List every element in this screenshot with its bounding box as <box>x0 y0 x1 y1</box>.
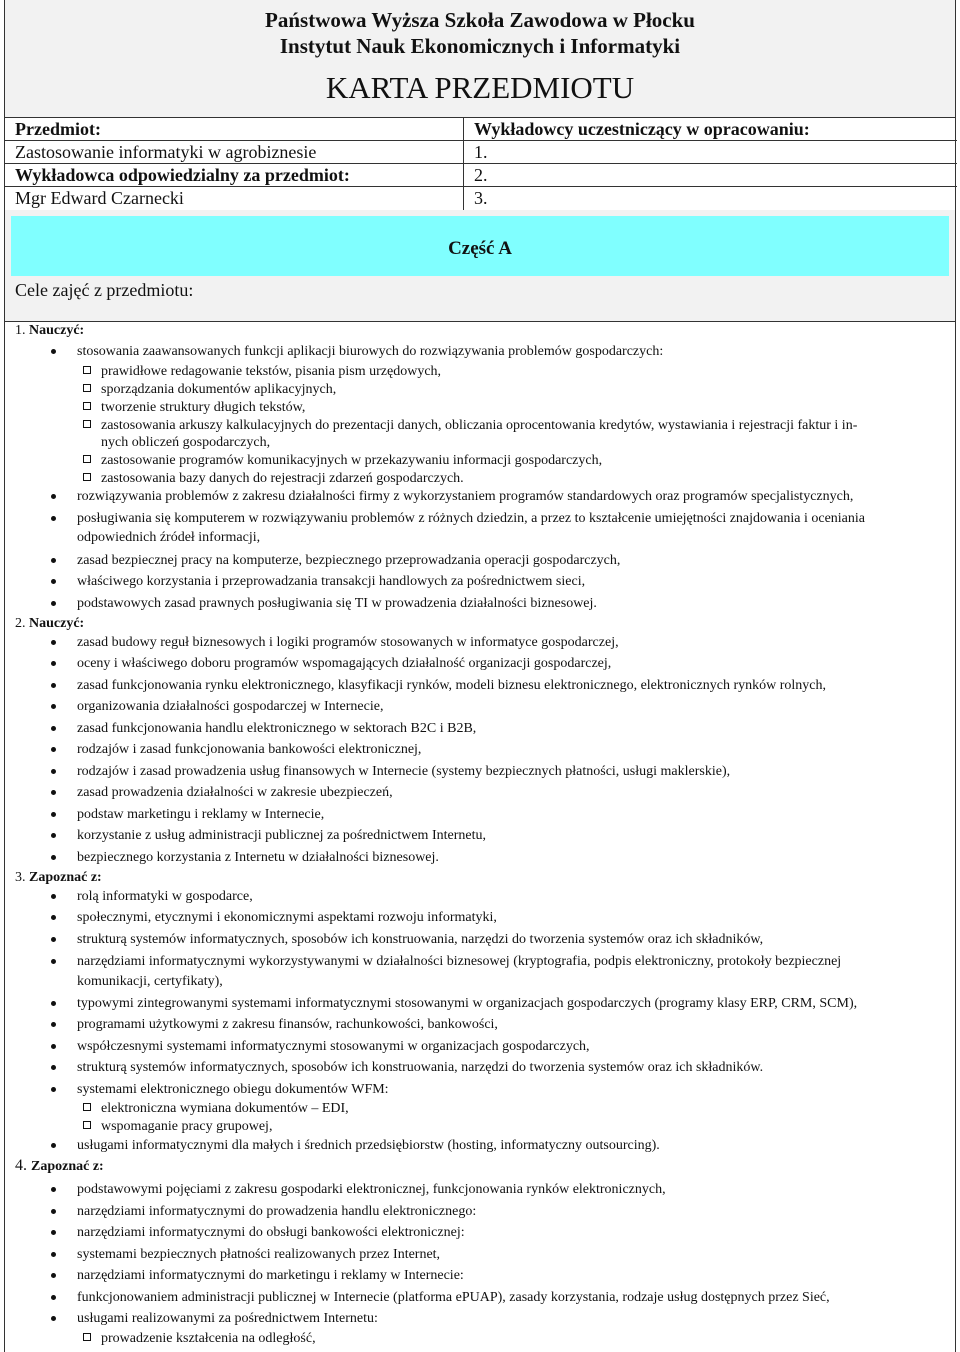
school-name: Państwowa Wyższa Szkoła Zawodowa w Płocku <box>265 8 695 32</box>
list-item: funkcjonowaniem administracji publicznej w Internecie (platforma ePUAP), zasady korzystania, rodzaje usług dostępnych przez Sieć, <box>77 1289 945 1306</box>
sub-list-item: sporządzania dokumentów aplikacyjnych, <box>101 381 945 398</box>
section-1-heading: 1. Nauczyć: <box>15 323 85 338</box>
list-item: usługami informatycznymi dla małych i średnich przedsiębiorstw (hosting, informatyczny outsourcing). <box>77 1137 945 1154</box>
list-item: oceny i właściwego doboru programów wspomagających działalność organizacji gospodarczej, <box>77 655 945 672</box>
list-item: typowymi zintegrowanymi systemami informatycznymi stosowanymi w organizacjach gospodarczych (programy klasy ERP, CRM, SCM), <box>77 995 945 1012</box>
sub-list-item: prawidłowe redagowanie tekstów, pisania pism urzędowych, <box>101 363 945 380</box>
list-item: strukturą systemów informatycznych, sposobów ich konstruowania, narzędzi do tworzenia systemów oraz ich składników, <box>77 931 945 948</box>
course-info-left <box>5 117 463 210</box>
list-item: strukturą systemów informatycznych, sposobów ich konstruowania, narzędzi do tworzenia systemów oraz ich składników. <box>77 1059 945 1076</box>
contributor-3: 3. <box>474 188 488 208</box>
list-item-continued: odpowiednich źródeł informacji, <box>77 530 261 545</box>
contributor-2: 2. <box>474 165 488 185</box>
list-item: narzędziami informatycznymi do obsługi bankowości elektronicznej: <box>77 1224 945 1241</box>
list-item: podstawowymi pojęciami z zakresu gospodarki elektronicznej, funkcjonowania rynków elektronicznych, <box>77 1181 945 1198</box>
list-item: rodzajów i zasad funkcjonowania bankowości elektronicznej, <box>77 741 945 758</box>
list-item: systemami elektronicznego obiegu dokumentów WFM: <box>77 1081 945 1098</box>
list-item: zasad funkcjonowania handlu elektronicznego w sektorach B2C i B2B, <box>77 720 945 737</box>
contributor-1: 1. <box>474 142 488 162</box>
list-item: współczesnymi systemami informatycznymi stosowanymi w organizacjach gospodarczych, <box>77 1038 945 1055</box>
section-3-heading: 3. Zapoznać z: <box>15 870 102 885</box>
sub-list-item: elektroniczna wymiana dokumentów – EDI, <box>101 1100 945 1117</box>
sub-list-item: zastosowania arkuszy kalkulacyjnych do prezentacji danych, obliczania oprocentowania kredytów, wystawiania i rejestracji faktur i in- <box>101 417 945 434</box>
list-item: zasad prowadzenia działalności w zakresie ubezpieczeń, <box>77 784 945 801</box>
course-info-right <box>463 117 957 210</box>
list-item: rozwiązywania problemów z zakresu działalności firmy z wykorzystaniem programów standardowych oraz programów specjalistycznych, <box>77 488 945 505</box>
list-item: usługami realizowanymi za pośrednictwem Internetu: <box>77 1310 945 1327</box>
course-info-table <box>4 117 956 211</box>
list-item: bezpiecznego korzystania z Internetu w działalności biznesowej. <box>77 849 945 866</box>
subject-value: Zastosowanie informatyki w agrobiznesie <box>15 142 317 162</box>
list-item: społecznymi, etycznymi i ekonomicznymi aspektami rozwoju informatyki, <box>77 909 945 926</box>
list-item: zasad budowy reguł biznesowych i logiki programów stosowanych w informatyce gospodarczej, <box>77 634 945 651</box>
sub-list-item-continued: nych obliczeń gospodarczych, <box>101 435 271 450</box>
lecturer-label: Wykładowca odpowiedzialny za przedmiot: <box>15 165 350 185</box>
contributors-label: Wykładowcy uczestniczący w opracowaniu: <box>474 119 810 139</box>
list-item: zasad funkcjonowania rynku elektronicznego, klasyfikacji rynków, modeli biznesu elektronicznego, elektronicznych rynków rolnych, <box>77 677 945 694</box>
list-item: właściwego korzystania i przeprowadzania transakcji handlowych za pośrednictwem sieci, <box>77 573 945 590</box>
goals-label: Cele zajęć z przedmiotu: <box>15 280 194 300</box>
lecturer-value: Mgr Edward Czarnecki <box>15 188 184 208</box>
sub-list-item: wspomaganie pracy grupowej, <box>101 1118 945 1135</box>
list-item: rodzajów i zasad prowadzenia usług finansowych w Internecie (systemy bezpiecznych płatności, usługi maklerskie), <box>77 763 945 780</box>
sub-list-item: tworzenie struktury długich tekstów, <box>101 399 945 416</box>
sub-list-item: zastosowania bazy danych do rejestracji zdarzeń gospodarczych. <box>101 470 945 487</box>
list-item-continued: komunikacji, certyfikaty), <box>77 974 223 989</box>
list-item: korzystanie z usług administracji publicznej za pośrednictwem Internetu, <box>77 827 945 844</box>
part-a-label: Część A <box>448 238 512 259</box>
list-item: podstawowych zasad prawnych posługiwania się TI w prowadzenia działalności biznesowej. <box>77 595 945 612</box>
list-item: stosowania zaawansowanych funkcji aplikacji biurowych do rozwiązywania problemów gospodarczych: <box>77 343 945 360</box>
section-2-heading: 2. Nauczyć: <box>15 616 85 631</box>
document-header <box>4 0 956 118</box>
goals-content <box>4 321 956 1352</box>
part-a-banner <box>11 216 949 276</box>
list-item: zasad bezpiecznej pracy na komputerze, bezpiecznego przeprowadzania operacji gospodarczych, <box>77 552 945 569</box>
list-item: programami użytkowymi z zakresu finansów, rachunkowości, bankowości, <box>77 1016 945 1033</box>
list-item: posługiwania się komputerem w rozwiązywaniu problemów z różnych dziedzin, a przez to kształcenie umiejętności znajdowania i oceniania <box>77 510 945 527</box>
institute-name: Instytut Nauk Ekonomicznych i Informatyki <box>279 34 681 58</box>
sub-list-item: prowadzenie kształcenia na odległość, <box>101 1330 945 1347</box>
list-item: podstaw marketingu i reklamy w Internecie, <box>77 806 945 823</box>
list-item: organizowania działalności gospodarczej w Internecie, <box>77 698 945 715</box>
section-4-heading: 4. Zapoznać z: <box>15 1157 104 1174</box>
subject-label: Przedmiot: <box>15 119 101 139</box>
list-item: narzędziami informatycznymi wykorzystywanymi w działalności biznesowej (kryptografia, podpis elektroniczny, protokoły bezpiecznej <box>77 953 945 970</box>
list-item: narzędziami informatycznymi do marketingu i reklamy w Internecie: <box>77 1267 945 1284</box>
list-item: narzędziami informatycznymi do prowadzenia handlu elektronicznego: <box>77 1203 945 1220</box>
sub-list-item: zastosowanie programów komunikacyjnych w przekazywaniu informacji gospodarczych, <box>101 452 945 469</box>
document-title: KARTA PRZEDMIOTU <box>325 70 635 105</box>
list-item: systemami bezpiecznych płatności realizowanych przez Internet, <box>77 1246 945 1263</box>
part-a-section <box>4 210 956 322</box>
list-item: rolą informatyki w gospodarce, <box>77 888 945 905</box>
